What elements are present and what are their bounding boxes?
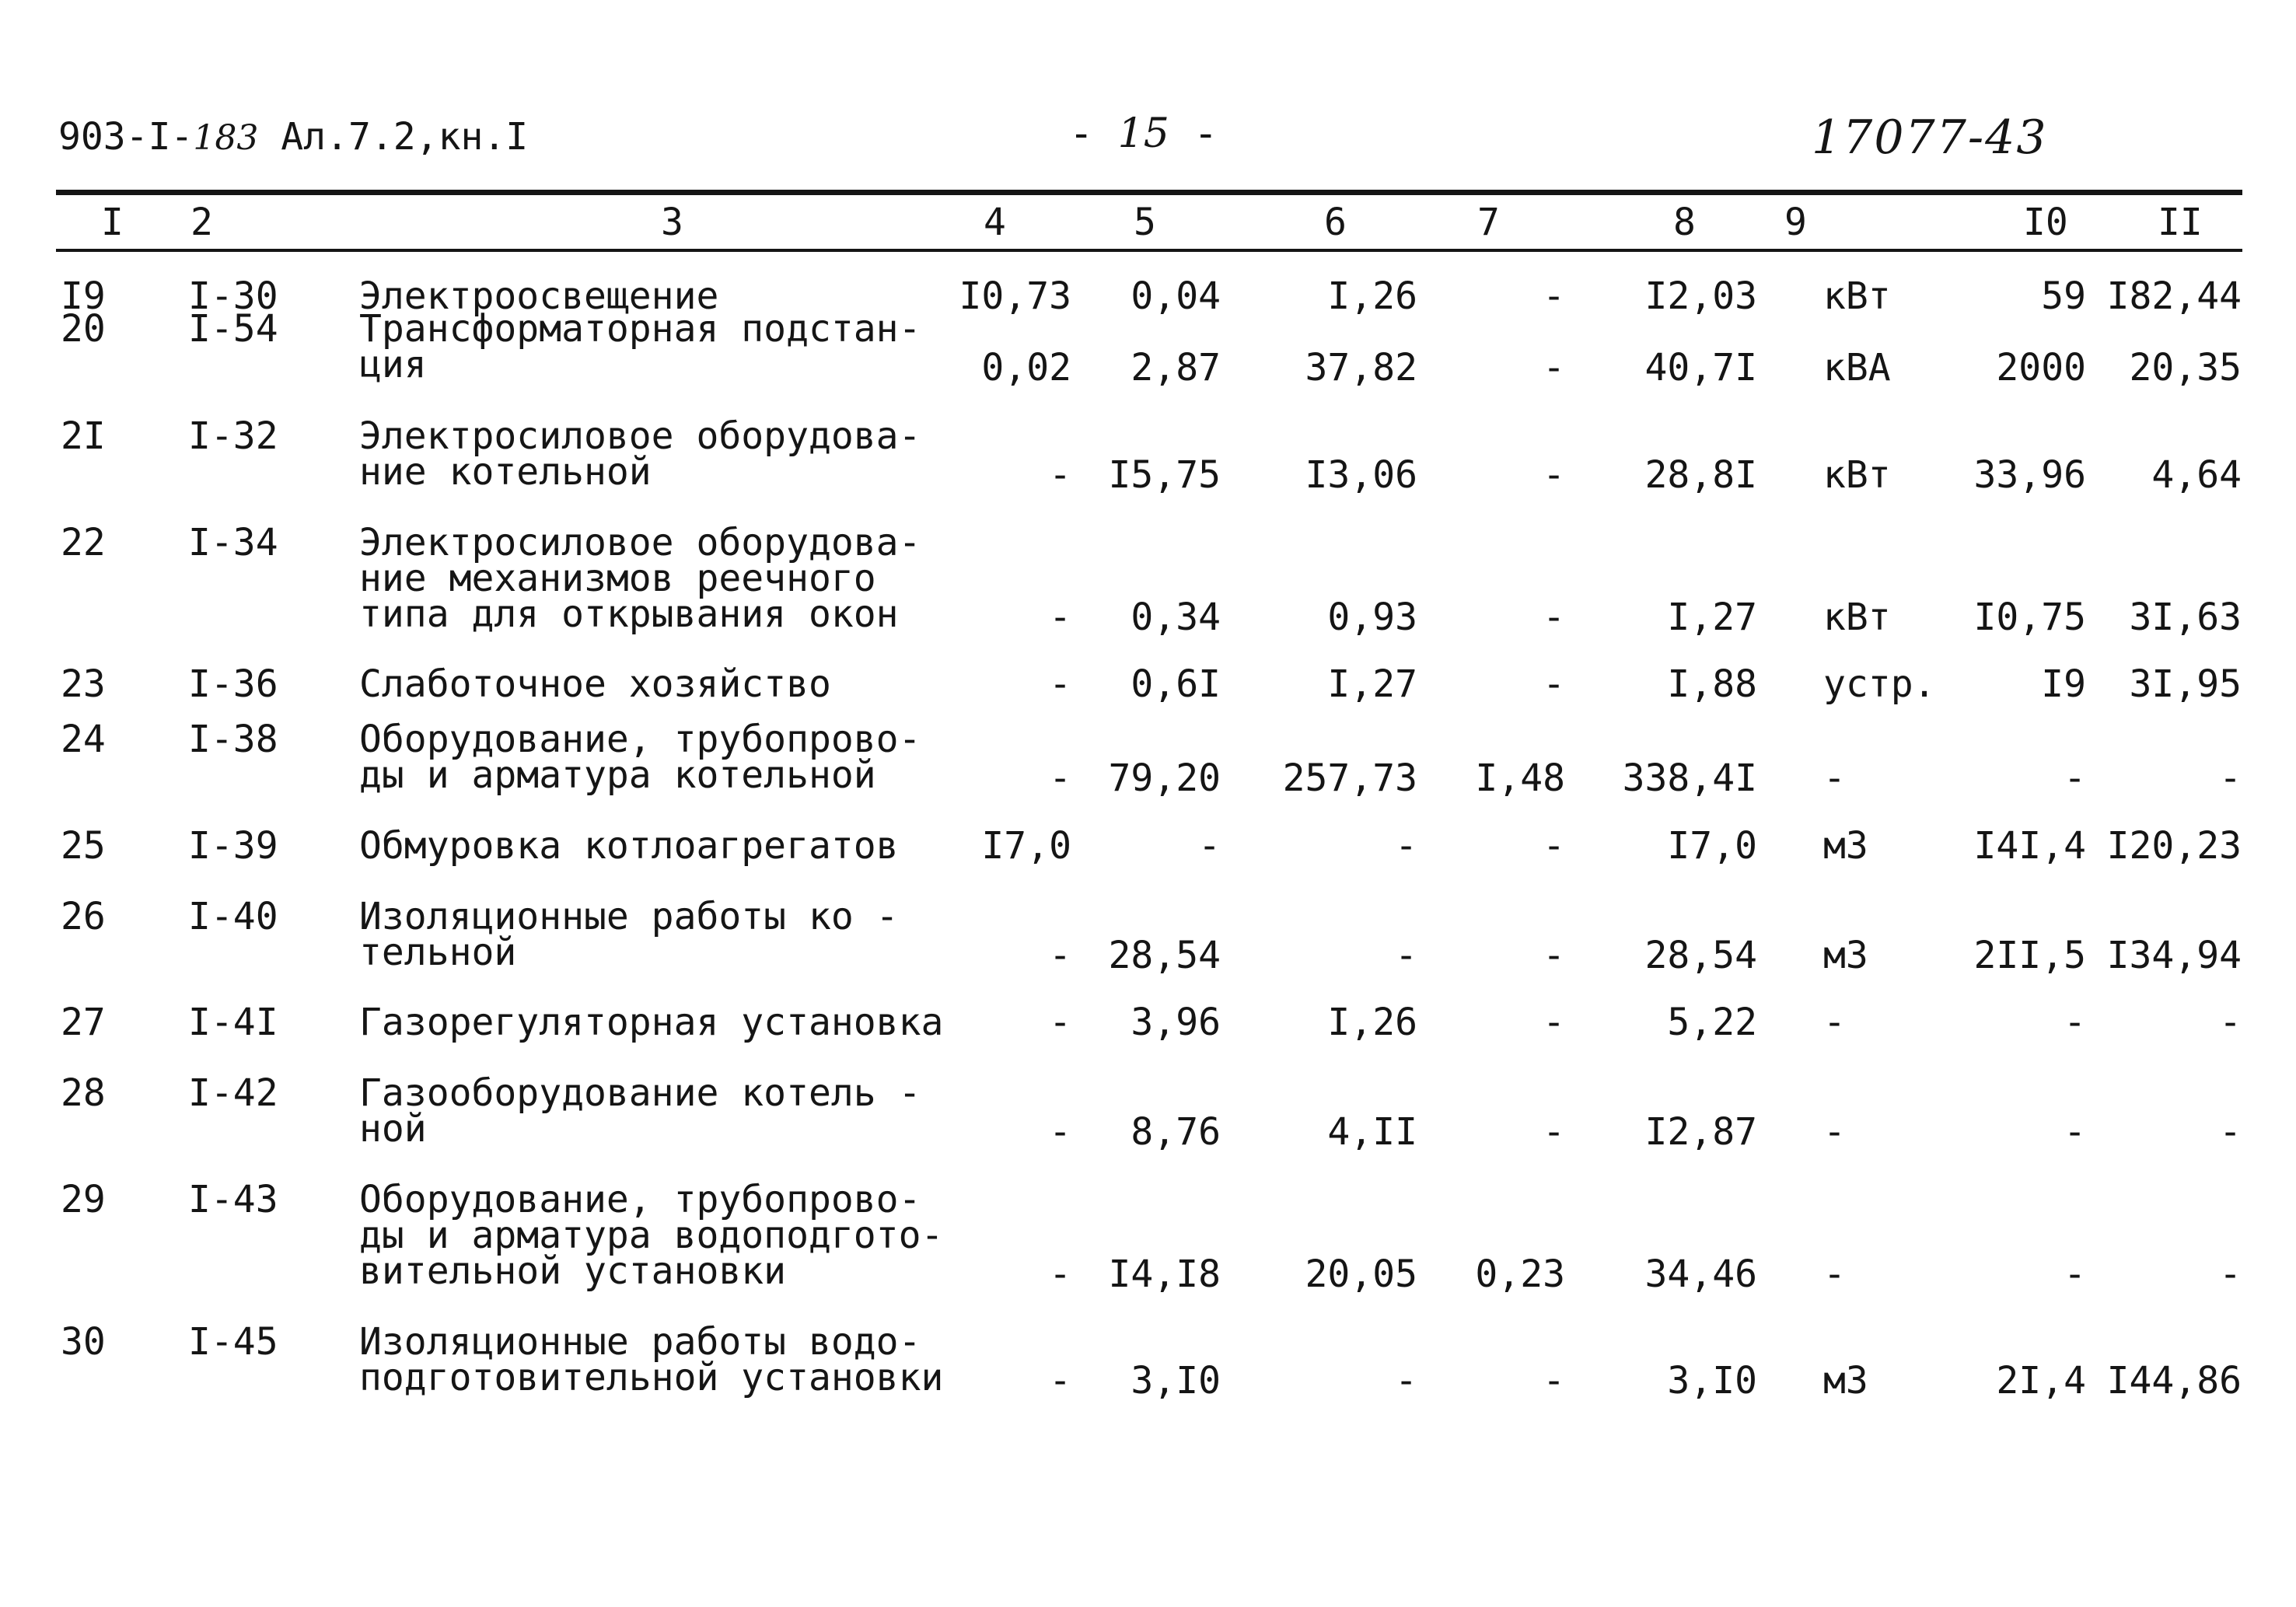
cell-col-6: I,27 (1327, 662, 1417, 706)
cell-col-5: 2,87 (1131, 346, 1221, 390)
row-name (359, 521, 950, 636)
cell-col-5: 28,54 (1108, 934, 1221, 977)
row-name-line: Обмуровка котлоагрегатов (359, 824, 899, 868)
row-code: I-40 (188, 895, 278, 938)
cell-col-7: - (1543, 596, 1565, 639)
row-name-line: ды и арматура водоподгото- (359, 1214, 944, 1257)
cell-col-5: I5,75 (1108, 453, 1221, 497)
row-name-line: Трансформаторная подстан- (359, 307, 921, 351)
row-number: 30 (61, 1320, 106, 1364)
cell-col-4: - (1049, 1252, 1071, 1296)
cell-col-7: - (1543, 934, 1565, 977)
cell-col-5: 0,34 (1131, 596, 1221, 639)
row-code: I-38 (188, 718, 278, 761)
row-name-line: Газорегуляторная установка (359, 1001, 944, 1044)
cell-col-11: - (2219, 1001, 2242, 1044)
cell-col-4: - (1049, 934, 1071, 977)
row-code: I-4I (188, 1001, 278, 1044)
cell-col-5: 3,96 (1131, 1001, 1221, 1044)
cell-quantity: I0,75 (1973, 596, 2086, 639)
row-code: I-32 (188, 414, 278, 458)
row-code: I-45 (188, 1320, 278, 1364)
cell-col-11: I44,86 (2106, 1359, 2242, 1403)
cell-quantity: 2I,4 (1996, 1359, 2086, 1403)
cell-col-6: 0,93 (1327, 596, 1417, 639)
cell-col-4: - (1049, 453, 1071, 497)
row-name (359, 307, 950, 386)
row-number: 26 (61, 895, 106, 938)
row-number: 28 (61, 1071, 106, 1115)
album-reference: Ал.7.2,кн.I (281, 115, 529, 159)
cell-col-4: - (1049, 1110, 1071, 1154)
cell-quantity: - (2064, 756, 2086, 800)
cell-unit: - (1823, 1001, 1846, 1044)
cell-col-4: 0,02 (981, 346, 1071, 390)
row-name-line: тельной (359, 931, 517, 974)
column-header-9: 9 (1784, 201, 1807, 244)
cell-col-5: 8,76 (1131, 1110, 1221, 1154)
column-header-7: 7 (1477, 201, 1500, 244)
code-prefix: 903-I- (58, 115, 194, 159)
cell-unit: кВт (1823, 453, 1891, 497)
cell-quantity: - (2064, 1252, 2086, 1296)
cell-col-11: 4,64 (2151, 453, 2242, 497)
row-code: I-43 (188, 1178, 278, 1221)
cell-unit: - (1823, 756, 1846, 800)
column-header-11: II (2158, 201, 2203, 244)
cell-quantity: I9 (2041, 662, 2086, 706)
row-name (359, 895, 950, 974)
cell-col-11: 20,35 (2129, 346, 2242, 390)
page-number-handwritten: 15 (1117, 110, 1169, 157)
cell-col-8: I2,03 (1644, 274, 1757, 318)
row-name-line: Электроосвещение (359, 274, 719, 318)
cell-col-6: I,26 (1327, 1001, 1417, 1044)
row-name-line: Изоляционные работы ко - (359, 895, 899, 938)
column-header-6: 6 (1324, 201, 1347, 244)
cell-col-6: 257,73 (1282, 756, 1417, 800)
row-number: 27 (61, 1001, 106, 1044)
cell-col-11: I34,94 (2106, 934, 2242, 977)
cell-col-8: 5,22 (1667, 1001, 1757, 1044)
cell-col-11: - (2219, 1110, 2242, 1154)
column-header-5: 5 (1134, 201, 1156, 244)
row-name-line: Изоляционные работы водо- (359, 1320, 921, 1364)
cell-col-6: - (1395, 934, 1417, 977)
cell-col-6: - (1395, 1359, 1417, 1403)
row-code: I-30 (188, 274, 278, 318)
cell-col-7: - (1543, 453, 1565, 497)
column-header-2: 2 (190, 201, 213, 244)
row-name (359, 1001, 950, 1044)
row-name (359, 1178, 950, 1293)
cell-unit: м3 (1823, 934, 1868, 977)
cell-col-7: - (1543, 662, 1565, 706)
cell-col-6: 37,82 (1305, 346, 1417, 390)
column-header-10: I0 (2023, 201, 2068, 244)
row-name (359, 718, 950, 797)
code-handwritten: 183 (193, 118, 259, 158)
row-name (359, 1071, 950, 1151)
row-code: I-54 (188, 307, 278, 351)
page-dash-left: - (1069, 110, 1094, 157)
cell-col-8: 3,I0 (1667, 1359, 1757, 1403)
row-name-line: ды и арматура котельной (359, 753, 876, 797)
row-name-line: Электросиловое оборудова- (359, 521, 921, 564)
cell-col-8: I7,0 (1667, 824, 1757, 868)
cell-col-6: 4,II (1327, 1110, 1417, 1154)
page-dash-right: - (1193, 110, 1218, 157)
cell-col-11: - (2219, 1252, 2242, 1296)
cell-unit: м3 (1823, 1359, 1868, 1403)
table-top-rule (56, 190, 2242, 195)
row-name-line: Оборудование, трубопрово- (359, 718, 921, 761)
cell-col-7: - (1543, 274, 1565, 318)
column-header-4: 4 (984, 201, 1006, 244)
cell-quantity: 2II,5 (1973, 934, 2086, 977)
cell-quantity: - (2064, 1001, 2086, 1044)
cell-unit: - (1823, 1110, 1846, 1154)
row-number: I9 (61, 274, 106, 318)
row-number: 29 (61, 1178, 106, 1221)
row-name-line: Слаботочное хозяйство (359, 662, 831, 706)
column-header-3: 3 (661, 201, 683, 244)
cell-col-4: I7,0 (981, 824, 1071, 868)
row-number: 23 (61, 662, 106, 706)
inventory-number: 17077-43 (1812, 110, 2048, 165)
cell-col-8: I,27 (1667, 596, 1757, 639)
cell-col-6: 20,05 (1305, 1252, 1417, 1296)
cell-col-7: - (1543, 1359, 1565, 1403)
cell-quantity: 33,96 (1973, 453, 2086, 497)
cell-unit: - (1823, 1252, 1846, 1296)
row-name (359, 1320, 950, 1399)
cell-quantity: I4I,4 (1973, 824, 2086, 868)
cell-col-4: - (1049, 596, 1071, 639)
cell-col-8: 338,4I (1622, 756, 1757, 800)
cell-col-6: - (1395, 824, 1417, 868)
row-name-line: ние механизмов реечного (359, 557, 876, 600)
cell-col-8: 34,46 (1644, 1252, 1757, 1296)
column-header-1: I (101, 201, 124, 244)
row-name (359, 662, 950, 706)
cell-unit: кВт (1823, 274, 1891, 318)
row-number: 22 (61, 521, 106, 564)
cell-col-5: 3,I0 (1131, 1359, 1221, 1403)
cell-col-7: I,48 (1475, 756, 1565, 800)
row-name-line: ция (359, 343, 427, 386)
row-name-line: подготовительной установки (359, 1356, 944, 1399)
cell-col-6: I3,06 (1305, 453, 1417, 497)
cell-col-5: - (1198, 824, 1221, 868)
cell-col-7: - (1543, 1001, 1565, 1044)
row-code: I-39 (188, 824, 278, 868)
cell-col-11: - (2219, 756, 2242, 800)
row-name-line: ние котельной (359, 450, 652, 494)
row-code: I-36 (188, 662, 278, 706)
cell-col-11: 3I,95 (2129, 662, 2242, 706)
row-name-line: ной (359, 1107, 427, 1151)
cell-col-8: 40,7I (1644, 346, 1757, 390)
row-name (359, 824, 950, 868)
row-name-line: типа для открывания окон (359, 592, 899, 636)
cell-col-4: - (1049, 662, 1071, 706)
row-name (359, 414, 950, 494)
row-number: 2I (61, 414, 106, 458)
row-name-line: Газооборудование котель - (359, 1071, 921, 1115)
cell-quantity: 2000 (1996, 346, 2086, 390)
cell-col-5: 0,6I (1131, 662, 1221, 706)
row-name-line: Оборудование, трубопрово- (359, 1178, 921, 1221)
row-name-line: Электросиловое оборудова- (359, 414, 921, 458)
row-code: I-42 (188, 1071, 278, 1115)
row-number: 24 (61, 718, 106, 761)
document-code (58, 115, 528, 159)
cell-col-5: I4,I8 (1108, 1252, 1221, 1296)
row-name-line: вительной установки (359, 1249, 787, 1293)
row-code: I-34 (188, 521, 278, 564)
cell-col-7: - (1543, 1110, 1565, 1154)
cell-col-8: I,88 (1667, 662, 1757, 706)
cell-col-5: 79,20 (1108, 756, 1221, 800)
cell-unit: кВА (1823, 346, 1891, 390)
cell-unit: устр. (1823, 662, 1936, 706)
cell-col-4: I0,73 (959, 274, 1071, 318)
cell-col-11: I82,44 (2106, 274, 2242, 318)
cell-col-4: - (1049, 756, 1071, 800)
cell-col-7: - (1543, 346, 1565, 390)
cell-col-4: - (1049, 1359, 1071, 1403)
cell-col-4: - (1049, 1001, 1071, 1044)
cell-col-7: 0,23 (1475, 1252, 1565, 1296)
cell-col-7: - (1543, 824, 1565, 868)
cell-quantity: 59 (2041, 274, 2086, 318)
header-bottom-rule (56, 249, 2242, 252)
page-number (1069, 110, 1218, 157)
cell-col-11: 3I,63 (2129, 596, 2242, 639)
cell-unit: кВт (1823, 596, 1891, 639)
cell-col-8: 28,54 (1644, 934, 1757, 977)
cell-quantity: - (2064, 1110, 2086, 1154)
column-header-8: 8 (1673, 201, 1696, 244)
cell-col-6: I,26 (1327, 274, 1417, 318)
row-number: 20 (61, 307, 106, 351)
cell-col-8: 28,8I (1644, 453, 1757, 497)
cell-col-5: 0,04 (1131, 274, 1221, 318)
cell-col-8: I2,87 (1644, 1110, 1757, 1154)
cell-unit: м3 (1823, 824, 1868, 868)
cell-col-11: I20,23 (2106, 824, 2242, 868)
row-number: 25 (61, 824, 106, 868)
